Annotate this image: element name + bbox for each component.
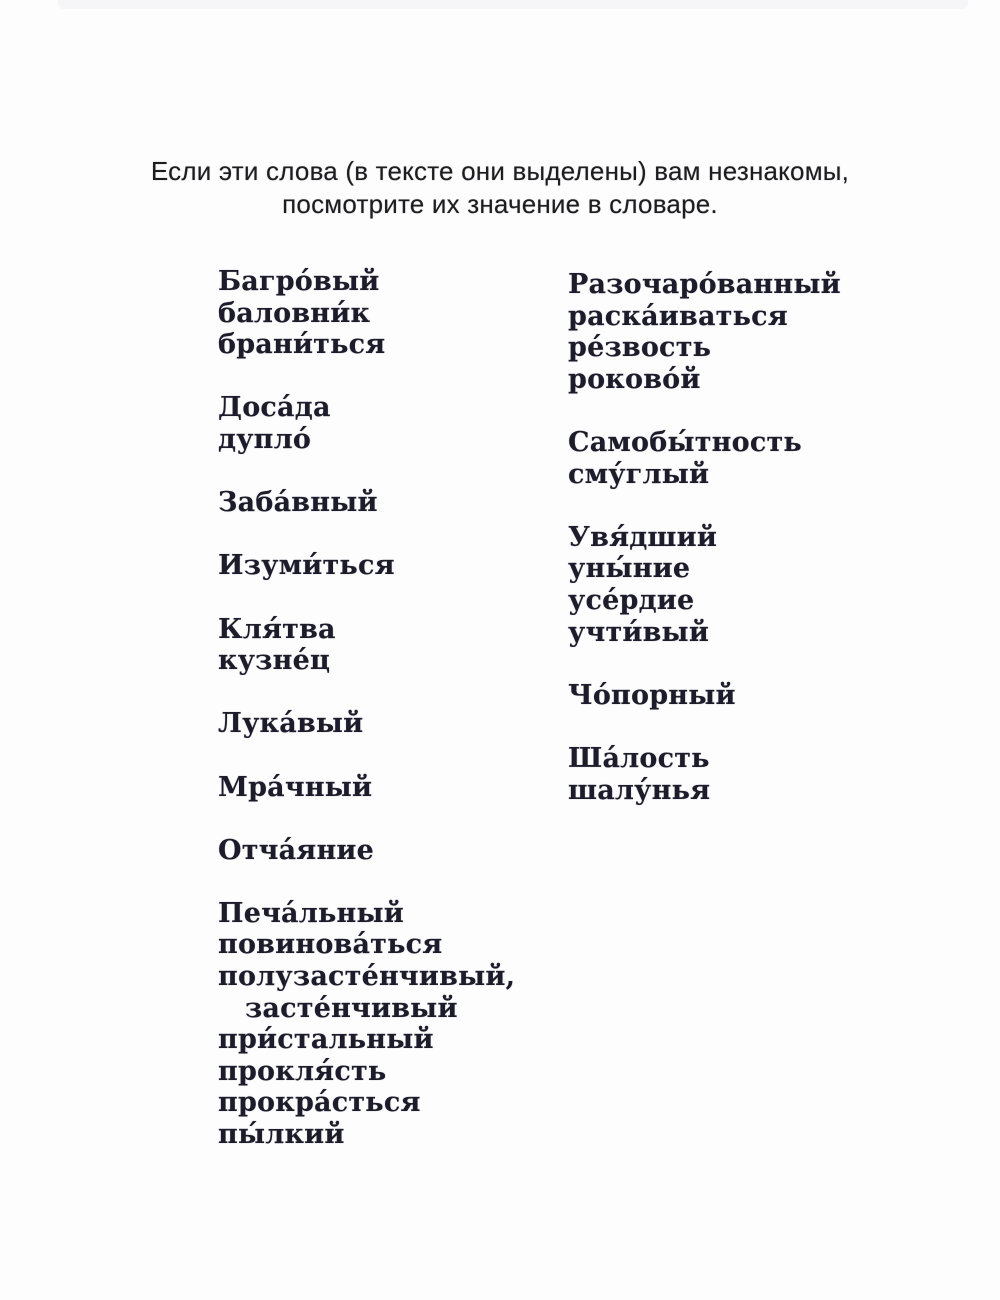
- word-item: пы́лкий: [218, 1119, 345, 1151]
- word-item: прокля́сть: [218, 1055, 387, 1087]
- word-gap: [568, 490, 841, 522]
- instruction-text: [0, 155, 1000, 221]
- word-item: прокра́сться: [218, 1087, 421, 1119]
- word-item: уны́ние: [568, 553, 691, 585]
- word-item: Лука́вый: [218, 708, 364, 740]
- word-item: полузасте́нчивый,: [218, 961, 516, 993]
- word-item: Разочаро́ванный: [568, 269, 841, 300]
- word-item: засте́нчивый: [245, 992, 458, 1024]
- word-item: повинова́ться: [218, 929, 443, 961]
- word-gap: [218, 456, 515, 488]
- word-item: Заба́вный: [218, 487, 378, 519]
- word-item: Ша́лость: [568, 742, 710, 774]
- word-item: учти́вый: [568, 616, 710, 648]
- word-gap: [218, 677, 515, 709]
- word-item: раска́иваться: [568, 300, 788, 332]
- word-gap: [568, 648, 841, 680]
- word-item: брани́ться: [218, 329, 386, 361]
- word-item: при́стальный: [218, 1024, 434, 1056]
- word-item: Чо́порный: [568, 679, 736, 711]
- word-item: роково́й: [568, 363, 701, 395]
- word-item: Доса́да: [218, 392, 331, 424]
- word-gap: [218, 582, 515, 614]
- word-item: сму́глый: [568, 458, 710, 490]
- instruction-line-1: Если эти слова (в тексте они выделены) вам незнакомы,: [150, 156, 850, 186]
- word-gap: [218, 361, 515, 393]
- word-item: баловни́к: [218, 297, 371, 329]
- page-top-shadow: [58, 0, 968, 9]
- word-item: Кля́тва: [218, 613, 336, 645]
- word-item: Самобы́тность: [568, 426, 802, 458]
- word-column-right: [568, 269, 841, 806]
- word-item: Отча́яние: [218, 834, 375, 866]
- word-item: Печа́льный: [218, 897, 404, 929]
- instruction-line-2: посмотрите их значение в словаре.: [282, 189, 718, 219]
- word-item: Багро́вый: [218, 266, 380, 297]
- word-item: Мра́чный: [218, 771, 373, 803]
- word-item: усе́рдие: [568, 584, 695, 616]
- word-item: Изуми́ться: [218, 550, 395, 582]
- word-gap: [218, 866, 515, 898]
- word-gap: [218, 519, 515, 551]
- word-item: дупло́: [218, 423, 312, 455]
- word-gap: [568, 711, 841, 743]
- word-column-left: [218, 266, 515, 1151]
- word-item: шалу́нья: [568, 774, 711, 806]
- word-gap: [218, 740, 515, 772]
- word-item: ре́звость: [568, 332, 712, 364]
- word-gap: [568, 395, 841, 427]
- word-gap: [218, 803, 515, 835]
- word-item: Увя́дший: [568, 521, 718, 553]
- word-item: кузне́ц: [218, 645, 331, 677]
